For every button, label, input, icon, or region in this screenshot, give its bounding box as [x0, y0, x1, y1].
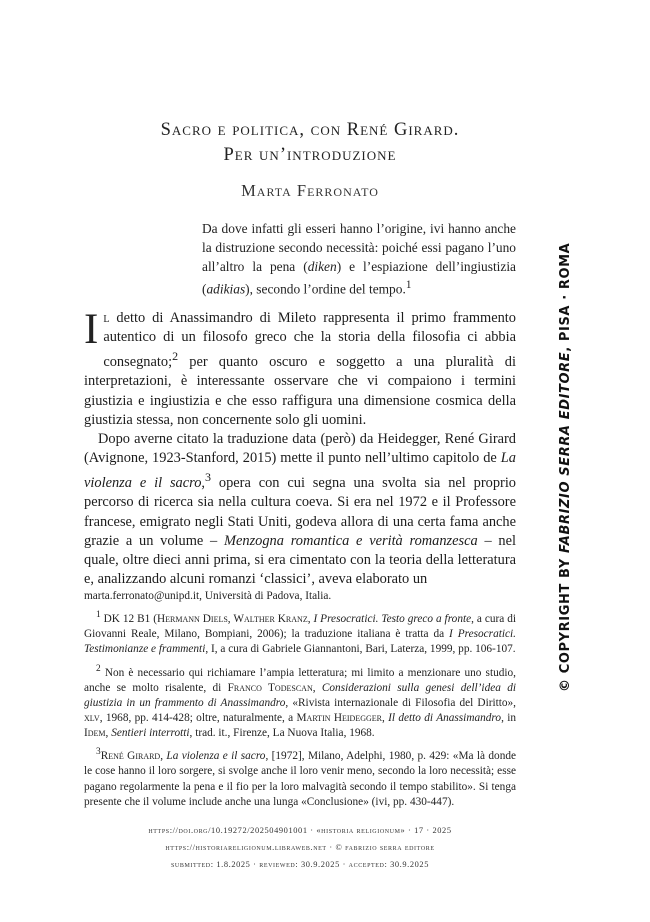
footnote-title: Considerazioni sulla genesi dell’idea di giustizia in un frammento di Anassimandro: [84, 681, 516, 709]
epigraph-text: ) e l’espiazione dell’ingiustizia (: [202, 259, 516, 297]
footnote-2: [84, 662, 516, 742]
paragraph-text: Dopo averne citato la traduzione data (però) da Heidegger, René Girard (Avignone, 1923-Stanford, 2015) mette il punto nell’ultimo capitolo de: [84, 431, 516, 467]
paragraph-text: per quanto oscuro e soggetto a una pluralità di interpretazioni, è interessante osservare che vi compaiono i termini giustizia e ingiustizia e che esso raffigura una dimensione cosmica della giustizia stessa, non concernente solo gli uomini.: [84, 354, 516, 428]
footnote-text: ,: [307, 612, 314, 625]
article-title: [84, 118, 536, 168]
footnote-title: Il detto di Anassimandro: [388, 711, 502, 724]
footnote-text: , trad. it., Firenze, La Nuova Italia, 1968.: [189, 727, 375, 740]
footnotes: [84, 589, 516, 814]
paragraph-text: opera con cui segna una svolta sia nel proprio percorso di ricerca sia nella cultura coeva. Si era nel 1972 e il Professore francese, emigrato negli Stati Uniti, godeva allora di una certa fama anche grazie a un volume –: [84, 475, 517, 549]
footnote-text: , in: [501, 711, 517, 724]
book-title: Menzogna romantica e verità romanzesca: [224, 532, 478, 549]
epigraph-text: Da dove infatti gli esseri hanno l’origine, ivi hanno anche la distruzione secondo necessità: poiché essi pagano l’uno all’altro la pena (: [202, 221, 516, 274]
footnote-text: ,: [160, 750, 167, 763]
footnote-number: 2: [96, 663, 101, 674]
footnote-author: René Girard: [100, 750, 161, 763]
footnote-ref[interactable]: 2: [172, 349, 179, 364]
copyright-text: © COPYRIGHT BY: [558, 553, 573, 692]
footnote-ref[interactable]: 3: [205, 470, 212, 485]
footnote-author: Martin Heidegger: [296, 711, 382, 724]
footnote-text: ,: [312, 681, 322, 694]
drop-cap: I: [84, 306, 99, 353]
footnote-text: , a cura di Giovanni Reale, Milano, Bompiani, 2006); la traduzione italiana è tratta da: [84, 612, 516, 641]
copyright-text: , PISA · ROMA: [558, 242, 573, 352]
footnote-text: , I, a cura di Gabriele Giannantoni, Bari, Laterza, 1999, pp. 106-107.: [205, 643, 516, 656]
paragraph-1: [84, 306, 516, 430]
paragraph-text: – nel quale, oltre dieci anni prima, si era cimentato con la teoria della letteratura e, analizzando alcuni romanzi ‘classici’, aveva elaborato un: [84, 532, 516, 588]
footnote-title: I Presocratici. Testo greco a fronte: [313, 612, 472, 625]
footnote-author: Hermann Diels, Walther Kranz: [157, 612, 308, 625]
footer-doi-line: https://doi.org/10.19272/202504901001 · «historia religionum» · 17 · 2025: [148, 826, 452, 835]
footnote-title: La violenza e il sacro: [166, 750, 266, 763]
book-title: La violenza e il sacro: [84, 450, 516, 492]
footnote-title: Sentieri interrotti: [111, 727, 190, 740]
copyright-notice: [558, 243, 573, 692]
author-affiliation: [84, 589, 516, 604]
footnote-text: DK 12 B1 (: [100, 612, 157, 625]
footnote-text: ,: [105, 727, 112, 740]
small-cap-text: l: [103, 310, 110, 326]
copyright-publisher: FABRIZIO SERRA EDITORE: [558, 351, 573, 553]
footnote-author: Franco Todescan: [227, 681, 313, 694]
paragraph-text: detto di Anassimandro di Mileto rappresenta il primo frammento autentico di un filosofo greco che la storia della filosofia ci abbia consegnato;: [103, 310, 516, 371]
footnote-text: ,: [381, 711, 389, 724]
epigraph-text: ), secondo l’ordine del tempo.: [245, 281, 406, 297]
footnote-text: Non è necessario qui richiamare l’ampia letteratura; mi limito a menzionare uno studio, anche se molto risalente, di: [84, 666, 516, 694]
footer-website-line: https://historiareligionum.libraweb.net · © fabrizio serra editore: [165, 843, 435, 852]
footnote-number: 3: [96, 747, 101, 758]
footnote-ref[interactable]: 1: [405, 279, 412, 291]
footnote-text: , «Rivista internazionale di Filosofia del Diritto»,: [285, 696, 517, 709]
footnote-author: Idem: [84, 727, 106, 740]
paragraph-text: ,: [201, 475, 206, 492]
epigraph-greek-term: diken: [307, 259, 337, 274]
title-line-1: Sacro e politica, con René Girard.: [160, 120, 460, 140]
page-footer: [84, 822, 516, 873]
epigraph: [202, 219, 516, 298]
footnote-number: 1: [96, 610, 101, 621]
footnote-text: , [1972], Milano, Adelphi, 1980, p. 429: «Ma là donde le cose hanno il loro sorgere, si svolge anche il loro venir meno, secondo la loro necessità; esse pagano regolarmente la pena e il fio per la loro malvagità secondo il tempo stabilito». Si tenga presente che il volume include anche una lunga «Conclusione» (ivi, pp. 430-447).: [84, 750, 517, 808]
footnote-3: [84, 745, 516, 810]
footnote-text: , 1968, pp. 414-428; oltre, naturalmente, a: [99, 711, 297, 724]
footnote-1: [84, 608, 516, 657]
paragraph-2: [84, 430, 516, 589]
affiliation-text: marta.ferronato@unipd.it, Università di Padova, Italia.: [84, 590, 332, 602]
footer-dates-line: submitted: 1.8.2025 · reviewed: 30.9.2025 · accepted: 30.9.2025: [171, 860, 429, 869]
epigraph-greek-term: adikias: [206, 281, 246, 297]
body-text: [84, 306, 517, 589]
footnote-title: I Presocratici. Testimonianze e frammenti: [84, 628, 516, 656]
title-line-2: Per un’introduzione: [223, 145, 397, 165]
author-name: Marta Ferronato: [241, 181, 379, 200]
footnote-volume: xlv: [84, 711, 100, 724]
